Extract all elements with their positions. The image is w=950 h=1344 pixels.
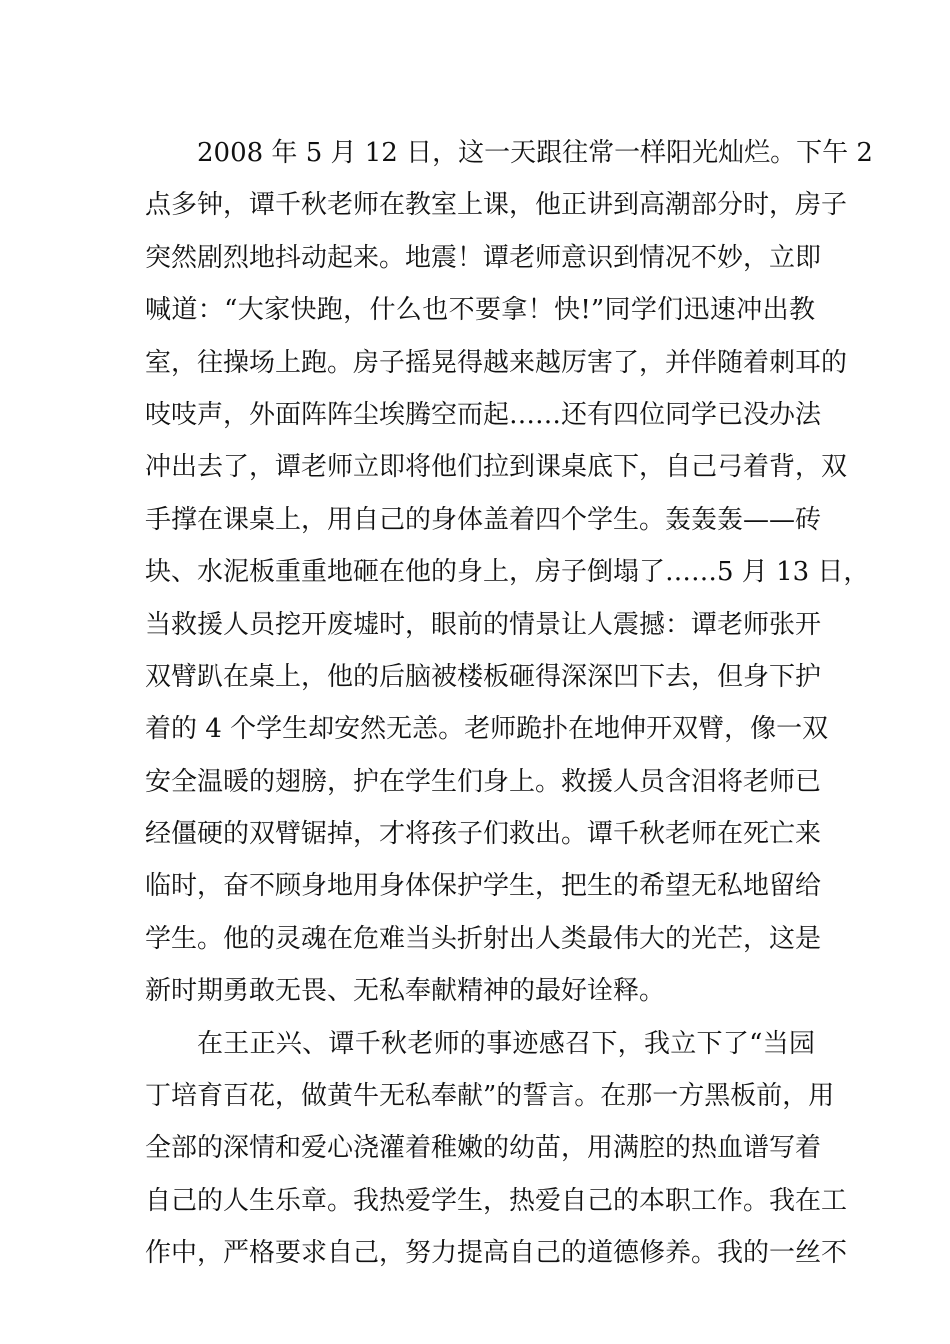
text-line: 自己的人生乐章。我热爱学生，热爱自己的本职工作。我在工 (145, 1185, 848, 1216)
text-line: 吱吱声，外面阵阵尘埃腾空而起……还有四位同学已没办法 (145, 399, 822, 430)
document-body (145, 127, 873, 1280)
text-line: 丁培育百花，做黄牛无私奉献”的誓言。在那一方黑板前，用 (145, 1081, 835, 1112)
text-line: 经僵硬的双臂锯掉，才将孩子们救出。谭千秋老师在死亡来 (145, 819, 822, 850)
text-line: 全部的深情和爱心浇灌着稚嫩的幼苗，用满腔的热血谱写着 (145, 1133, 822, 1164)
text-line: 突然剧烈地抖动起来。地震！谭老师意识到情况不妙，立即 (145, 242, 822, 273)
text-line: 临时，奋不顾身地用身体保护学生，把生的希望无私地留给 (145, 871, 822, 902)
text-line: 新时期勇敢无畏、无私奉献精神的最好诠释。 (145, 976, 666, 1007)
text-line: 安全温暖的翅膀，护在学生们身上。救援人员含泪将老师已 (145, 766, 822, 797)
text-line: 喊道：“大家快跑，什么也不要拿！快!”同学们迅速冲出教 (145, 295, 815, 326)
text-line: 在王正兴、谭千秋老师的事迹感召下，我立下了“当园 (197, 1028, 815, 1059)
text-line: 冲出去了，谭老师立即将他们拉到课桌底下，自己弓着背，双 (145, 452, 848, 483)
text-line: 块、水泥板重重地砸在他的身上，房子倒塌了……5 月 13 日， (145, 557, 870, 588)
text-line: 作中，严格要求自己，努力提高自己的道德修养。我的一丝不 (145, 1238, 848, 1269)
text-line: 学生。他的灵魂在危难当头折射出人类最伟大的光芒，这是 (145, 923, 822, 954)
text-line: 手撑在课桌上，用自己的身体盖着四个学生。轰轰轰——砖 (145, 504, 822, 535)
text-line: 点多钟，谭千秋老师在教室上课，他正讲到高潮部分时，房子 (145, 190, 848, 221)
text-line: 双臂趴在桌上，他的后脑被楼板砸得深深凹下去，但身下护 (145, 661, 822, 692)
paragraph-2 (145, 1018, 848, 1280)
paragraph-1 (145, 127, 873, 1018)
text-line: 2008 年 5 月 12 日，这一天跟往常一样阳光灿烂。下午 2 (197, 138, 873, 168)
text-line: 着的 4 个学生却安然无恙。老师跪扑在地伸开双臂，像一双 (145, 714, 829, 745)
text-line: 当救援人员挖开废墟时，眼前的情景让人震撼：谭老师张开 (145, 609, 822, 640)
text-line: 室，往操场上跑。房子摇晃得越来越厉害了，并伴随着刺耳的 (145, 347, 848, 378)
